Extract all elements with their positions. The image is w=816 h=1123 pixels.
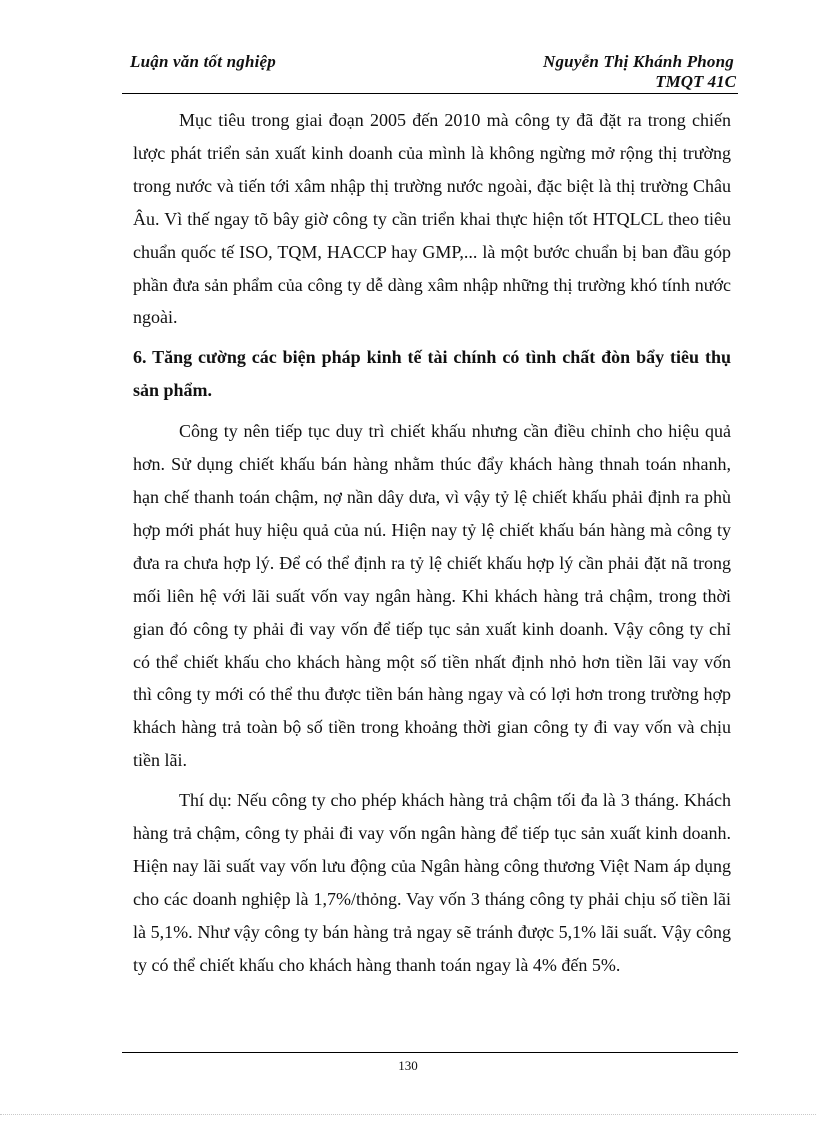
page-header	[122, 44, 738, 94]
paragraph-discount-policy: Công ty nên tiếp tục duy trì chiết khấu nhưng cần điều chỉnh cho hiệu quả hơn. Sử dụng chiết khấu bán hàng nhằm thúc đẩy khách hàng thnah toán nhanh, hạn chế thanh toán chậm, nợ nần dây dưa, vì vậy tỷ lệ chiết khấu phải định ra phù hợp mới phát huy hiệu quả của nú. Hiện nay tỷ lệ chiết khấu bán hàng mà công ty đưa ra chưa hợp lý. Để có thể định ra tỷ lệ chiết khấu hợp lý cần phải đặt nã trong mối liên hệ với lãi suất vốn vay ngân hàng. Khi khách hàng trả chậm, trong thời gian đó công ty phải đi vay vốn để tiếp tục sản xuất kinh doanh. Vậy công ty chỉ có thể chiết khấu cho khách hàng một số tiền nhất định nhỏ hơn tiền lãi vay vốn thì công ty mới có thể thu được tiền bán hàng ngay và có lợi hơn trong trường hợp khách hàng trả toàn bộ số tiền trong khoảng thời gian công ty đi vay vốn và chịu tiền lãi.	[133, 421, 731, 771]
header-author-name: Nguyễn Thị Khánh Phong	[543, 52, 734, 71]
document-body	[133, 104, 731, 989]
page-bottom-edge	[0, 1114, 816, 1115]
section-heading-6: 6. Tăng cường các biện pháp kinh tế tài chính có tình chất đòn bẩy tiêu thụ sản phẩm.	[133, 347, 731, 401]
paragraph-goals: Mục tiêu trong giai đoạn 2005 đến 2010 mà công ty đã đặt ra trong chiến lược phát triển sản xuất kinh doanh của mình là không ngừng mở rộng thị trường trong nước và tiến tới xâm nhập thị trường nước ngoài, đặc biệt là thị trường Châu Âu. Vì thế ngay tõ bây giờ công ty cần triển khai thực hiện tốt HTQLCL theo tiêu chuẩn quốc tế ISO, TQM, HACCP hay GMP,... là một bước chuẩn bị ban đầu góp phần đưa sản phẩm của công ty dễ dàng xâm nhập những thị trường khó tính nước ngoài.	[133, 110, 731, 328]
page-number: 130	[398, 1058, 418, 1073]
header-thesis-label: Luận văn tốt nghiệp	[130, 52, 276, 71]
paragraph-example: Thí dụ: Nếu công ty cho phép khách hàng trả chậm tối đa là 3 tháng. Khách hàng trả chậm, công ty phải đi vay vốn ngân hàng để tiếp tục sản xuất kinh doanh. Hiện nay lãi suất vay vốn lưu động của Ngân hàng công thương Việt Nam áp dụng cho các doanh nghiệp là 1,7%/thỏng. Vay vốn 3 tháng công ty phải chịu số tiền lãi là 5,1%. Như vậy công ty bán hàng trả ngay sẽ tránh được 5,1% lãi suất. Vậy công ty có thể chiết khấu cho khách hàng thanh toán ngay là 4% đến 5%.	[133, 790, 731, 975]
header-divider	[122, 93, 738, 94]
header-class-code: TMQT 41C	[655, 72, 736, 91]
footer-divider	[122, 1052, 738, 1053]
